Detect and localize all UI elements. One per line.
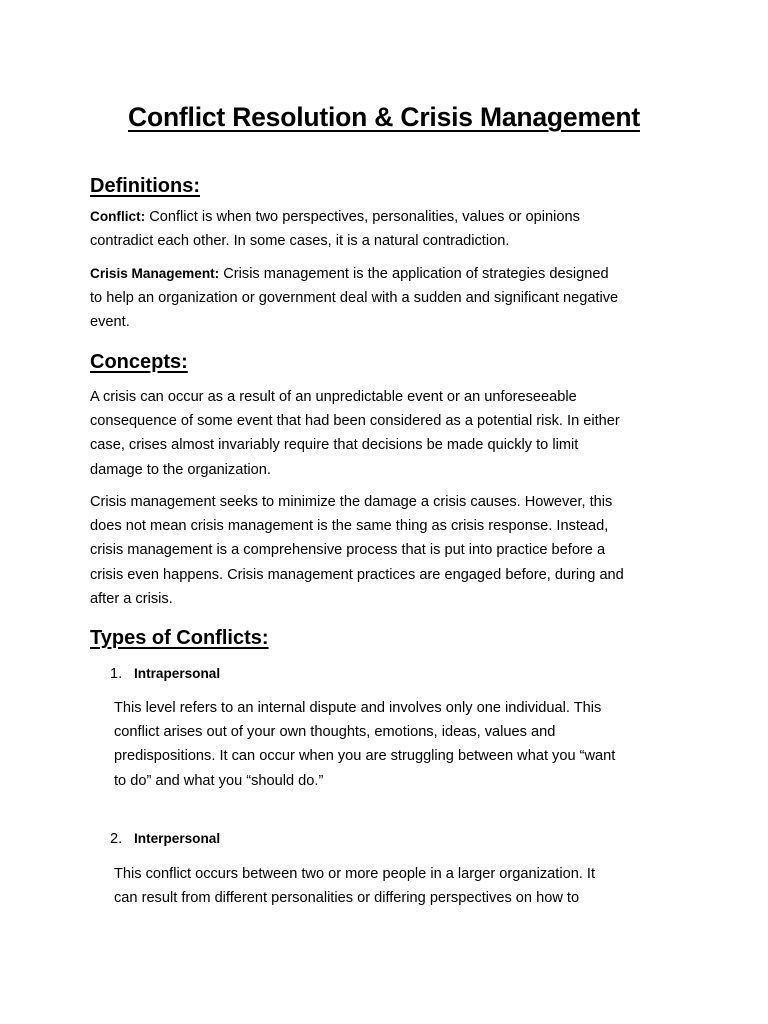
crisis-management-definition bbox=[90, 262, 690, 335]
paragraph-line: crisis management is a comprehensive process that is put into practice before a bbox=[90, 542, 606, 559]
paragraph-line: after a crisis. bbox=[90, 590, 173, 607]
interpersonal-description bbox=[114, 862, 714, 910]
list-item-label: Interpersonal bbox=[134, 831, 221, 846]
paragraph-line: crisis even happens. Crisis management practices are engaged before, during and bbox=[90, 566, 624, 583]
conflict-definition-line bbox=[90, 205, 690, 229]
paragraph-line: damage to the organization. bbox=[90, 461, 271, 478]
paragraph-line: A crisis can occur as a result of an unpredictable event or an unforeseeable bbox=[90, 389, 577, 405]
types-of-conflicts-heading: Types of Conflicts: bbox=[90, 627, 269, 649]
definitions-heading: Definitions: bbox=[90, 175, 200, 197]
crisis-management-term: Crisis Management: bbox=[90, 266, 220, 281]
list-item-label: Intrapersonal bbox=[134, 666, 221, 681]
crisis-management-definition-line bbox=[90, 262, 690, 286]
crisis-management-definition-line: to help an organization or government deal with a sudden and significant negative bbox=[90, 290, 619, 307]
list-number: 1. bbox=[110, 666, 123, 682]
paragraph-line: This level refers to an internal dispute and involves only one individual. This bbox=[114, 700, 602, 716]
conflict-definition bbox=[90, 205, 690, 253]
paragraph-line: This conflict occurs between two or more people in a larger organization. It bbox=[114, 866, 596, 882]
paragraph-line: consequence of some event that had been considered as a potential risk. In either bbox=[90, 413, 620, 430]
conflict-definition-line: contradict each other. In some cases, it is a natural contradiction. bbox=[90, 233, 510, 250]
document-title: Conflict Resolution & Crisis Management bbox=[128, 102, 640, 132]
paragraph-line: case, crises almost invariably require that decisions be made quickly to limit bbox=[90, 437, 579, 454]
list-item-intrapersonal bbox=[110, 662, 220, 686]
paragraph-line: Crisis management seeks to minimize the damage a crisis causes. However, this bbox=[90, 494, 613, 510]
list-item-interpersonal bbox=[110, 827, 220, 851]
concepts-paragraph-1 bbox=[90, 385, 690, 482]
conflict-definition-text: Conflict is when two perspectives, personalities, values or opinions bbox=[149, 209, 580, 225]
paragraph-line: conflict arises out of your own thoughts, emotions, ideas, values and bbox=[114, 724, 556, 741]
list-number: 2. bbox=[110, 831, 123, 847]
paragraph-line: does not mean crisis management is the same thing as crisis response. Instead, bbox=[90, 518, 609, 535]
paragraph-line: predispositions. It can occur when you are struggling between what you “want bbox=[114, 748, 616, 765]
crisis-management-definition-text: Crisis management is the application of strategies designed bbox=[223, 266, 609, 282]
concepts-heading: Concepts: bbox=[90, 351, 188, 373]
conflict-term: Conflict: bbox=[90, 209, 146, 224]
concepts-paragraph-2 bbox=[90, 490, 690, 611]
crisis-management-definition-line: event. bbox=[90, 314, 130, 331]
paragraph-line: can result from different personalities or differing perspectives on how to bbox=[114, 890, 580, 907]
intrapersonal-description bbox=[114, 696, 714, 793]
paragraph-line: to do” and what you “should do.” bbox=[114, 772, 324, 789]
